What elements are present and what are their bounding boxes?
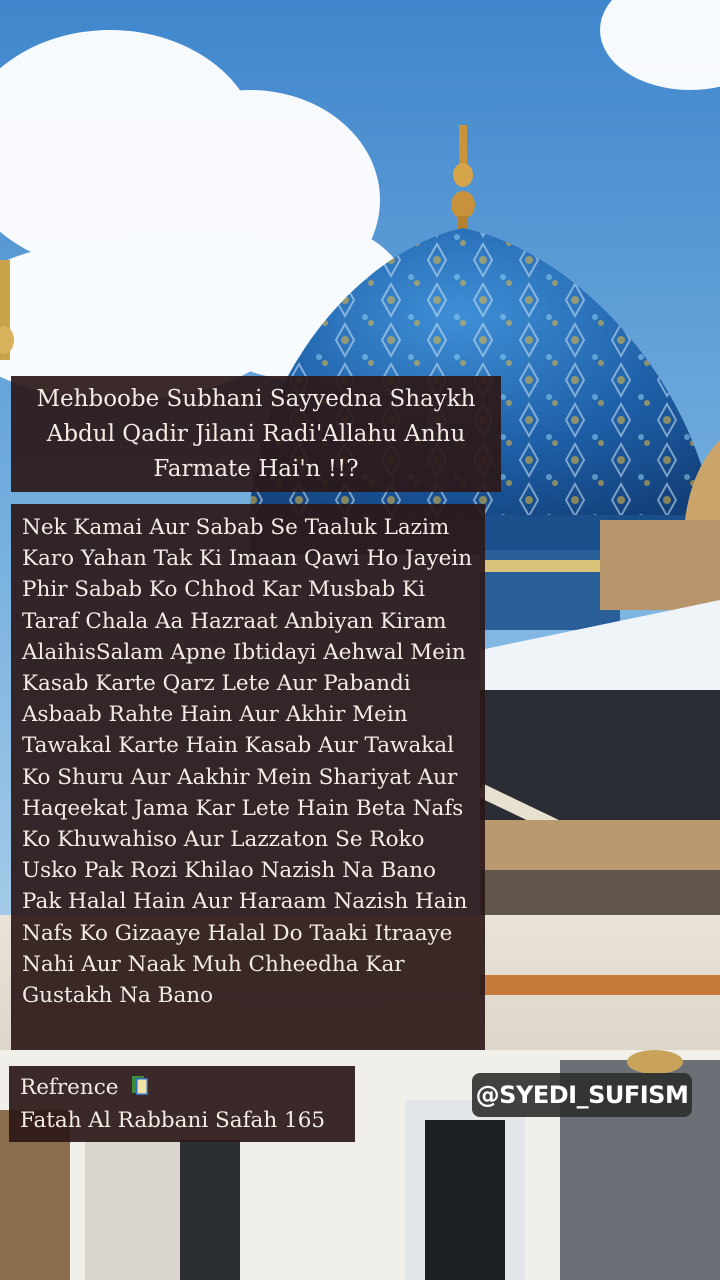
reference-label-line <box>20 1073 344 1106</box>
title-caption-box <box>11 376 501 492</box>
quote-body-box <box>11 504 485 1050</box>
reference-source: Fatah Al Rabbani Safah 165 <box>20 1108 326 1133</box>
quote-body-text: Nek Kamai Aur Sabab Se Taaluk Lazim Karo Yahan Tak Ki Imaan Qawi Ho Jayein Phir Sabab Ko Chhod Kar Musbab Ki Taraf Chala Aa Hazraat Anbiyan Kiram AlaihisSalam Apne Ibtidayi Aehwal Mein Kasab Karte Qarz Lete Aur Pabandi Asbaab Rahte Hain Aur Akhir Mein Tawakal Karte Hain Kasab Aur Tawakal Ko Shuru Aur Aakhir Mein Shariyat Aur Haqeekat Jama Kar Lete Hain Beta Nafs Ko Khuwahiso Aur Lazzaton Se Roko Usko Pak Rozi Khilao Nazish Na Bano Pak Halal Hain Aur Haraam Nazish Hain Nafs Ko Gizaaye Halal Do Taaki Itraaye Nahi Aur Naak Muh Chheedha Kar Gustakh Na Bano <box>22 515 473 1009</box>
reference-label: Refrence <box>20 1075 119 1100</box>
reference-box <box>9 1066 355 1142</box>
watermark-handle: @SYEDI_SUFISM <box>472 1073 692 1117</box>
book-icon <box>129 1073 153 1106</box>
title-text: Mehboobe Subhani Sayyedna Shaykh Abdul Qadir Jilani Radi'Allahu Anhu Farmate Hai'n !!? <box>36 385 476 482</box>
